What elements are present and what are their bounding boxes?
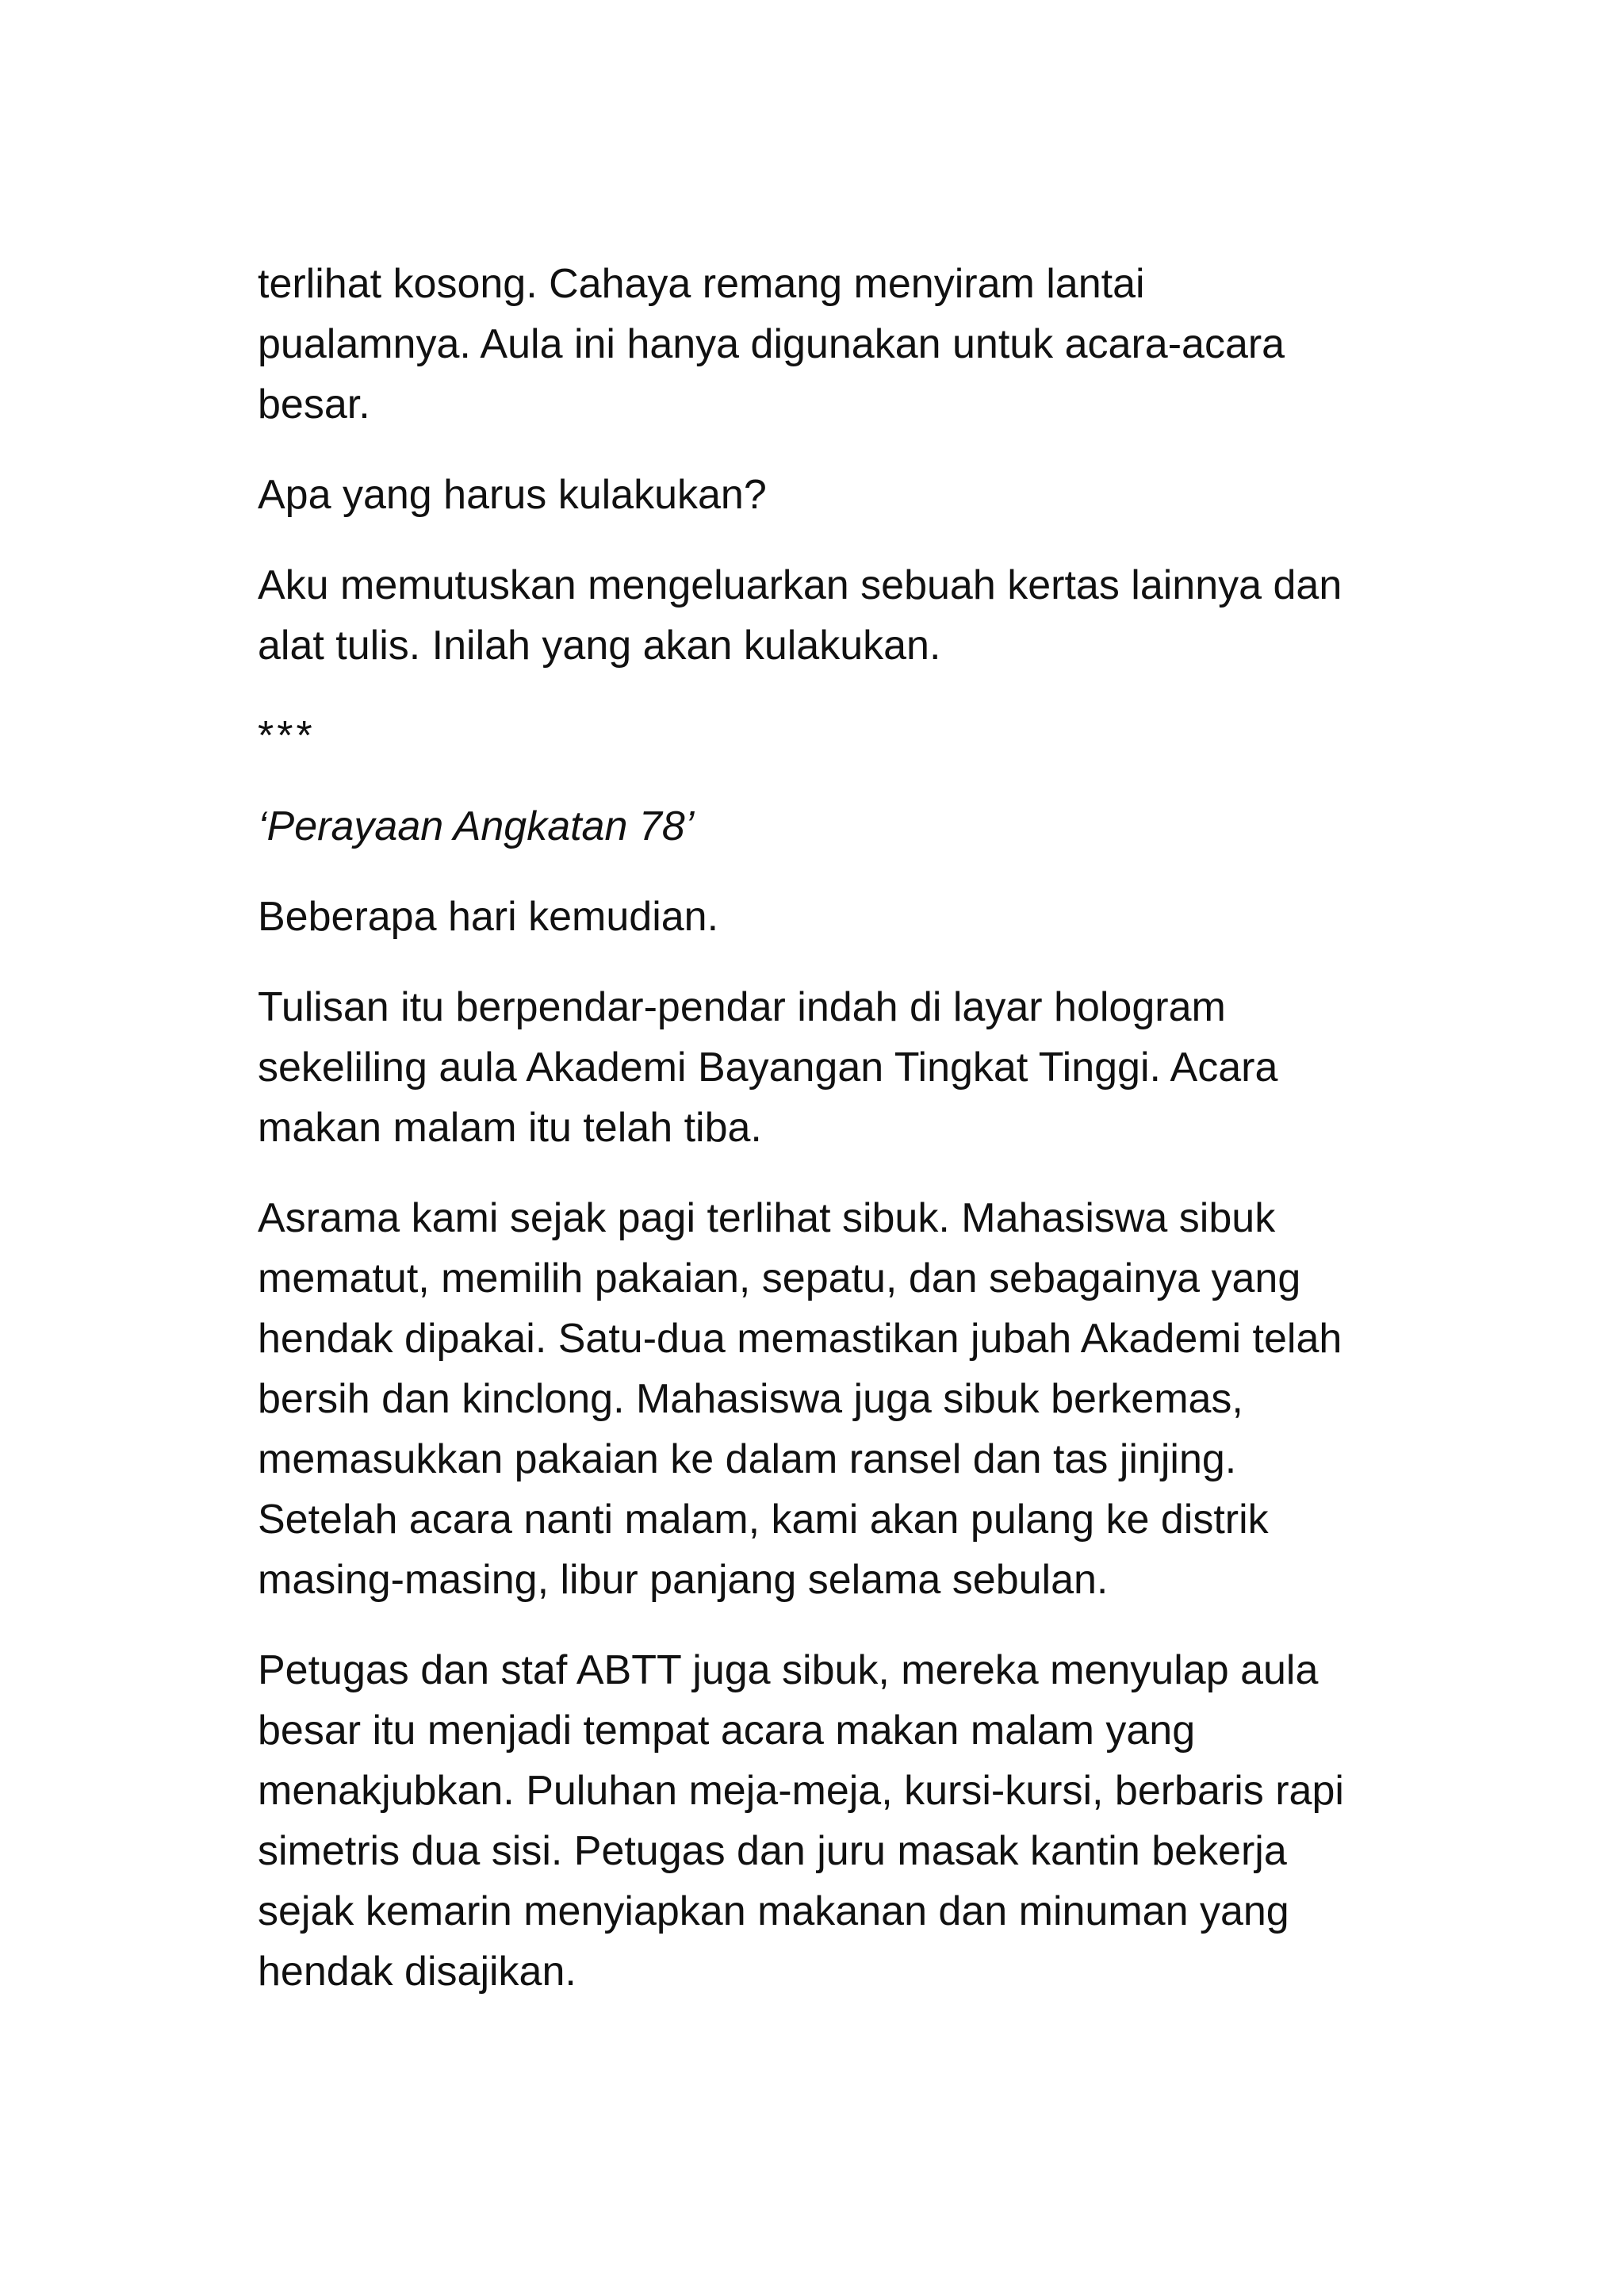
scene-break-marker: *** [258, 713, 316, 759]
text-line: makan malam itu telah tiba. [258, 1105, 762, 1151]
text-line: hendak dipakai. Satu-dua memastikan jubah Akademi telah [258, 1316, 1342, 1362]
paragraph-3 [258, 555, 1415, 676]
scene-break [258, 706, 1415, 766]
text-line: bersih dan kinclong. Mahasiswa juga sibuk berkemas, [258, 1376, 1243, 1422]
paragraph-2 [258, 465, 1415, 525]
text-line: alat tulis. Inilah yang akan kulakukan. [258, 623, 941, 669]
text-line: masing-masing, libur panjang selama sebulan. [258, 1557, 1109, 1603]
chapter-title-text: ‘Perayaan Angkatan 78’ [258, 803, 695, 849]
text-line: simetris dua sisi. Petugas dan juru masak kantin bekerja [258, 1828, 1287, 1874]
text-line: pualamnya. Aula ini hanya digunakan untuk acara-acara [258, 321, 1285, 367]
text-line: Aku memutuskan mengeluarkan sebuah kertas lainnya dan [258, 562, 1342, 608]
text-line: besar itu menjadi tempat acara makan malam yang [258, 1708, 1196, 1754]
text-line: Setelah acara nanti malam, kami akan pulang ke distrik [258, 1497, 1269, 1543]
text-line: Asrama kami sejak pagi terlihat sibuk. Mahasiswa sibuk [258, 1195, 1276, 1241]
chapter-title [258, 796, 1415, 857]
text-line: Apa yang harus kulakukan? [258, 472, 767, 518]
paragraph-1 [258, 254, 1415, 435]
paragraph-6 [258, 1188, 1415, 1610]
document-body [258, 254, 1415, 2032]
text-line: sejak kemarin menyiapkan makanan dan minuman yang [258, 1888, 1289, 1934]
text-line: Tulisan itu berpendar-pendar indah di layar hologram [258, 984, 1226, 1030]
paragraph-7 [258, 1640, 1415, 2002]
text-line: Beberapa hari kemudian. [258, 894, 719, 940]
text-line: hendak disajikan. [258, 1949, 576, 1995]
text-line: mematut, memilih pakaian, sepatu, dan sebagainya yang [258, 1255, 1301, 1301]
text-line: Petugas dan staf ABTT juga sibuk, mereka menyulap aula [258, 1647, 1319, 1693]
text-line: sekeliling aula Akademi Bayangan Tingkat Tinggi. Acara [258, 1045, 1278, 1091]
text-line: besar. [258, 381, 370, 427]
text-line: terlihat kosong. Cahaya remang menyiram lantai [258, 261, 1145, 307]
text-line: memasukkan pakaian ke dalam ransel dan tas jinjing. [258, 1436, 1237, 1482]
paragraph-4 [258, 887, 1415, 947]
paragraph-5 [258, 977, 1415, 1158]
text-line: menakjubkan. Puluhan meja-meja, kursi-kursi, berbaris rapi [258, 1768, 1344, 1814]
